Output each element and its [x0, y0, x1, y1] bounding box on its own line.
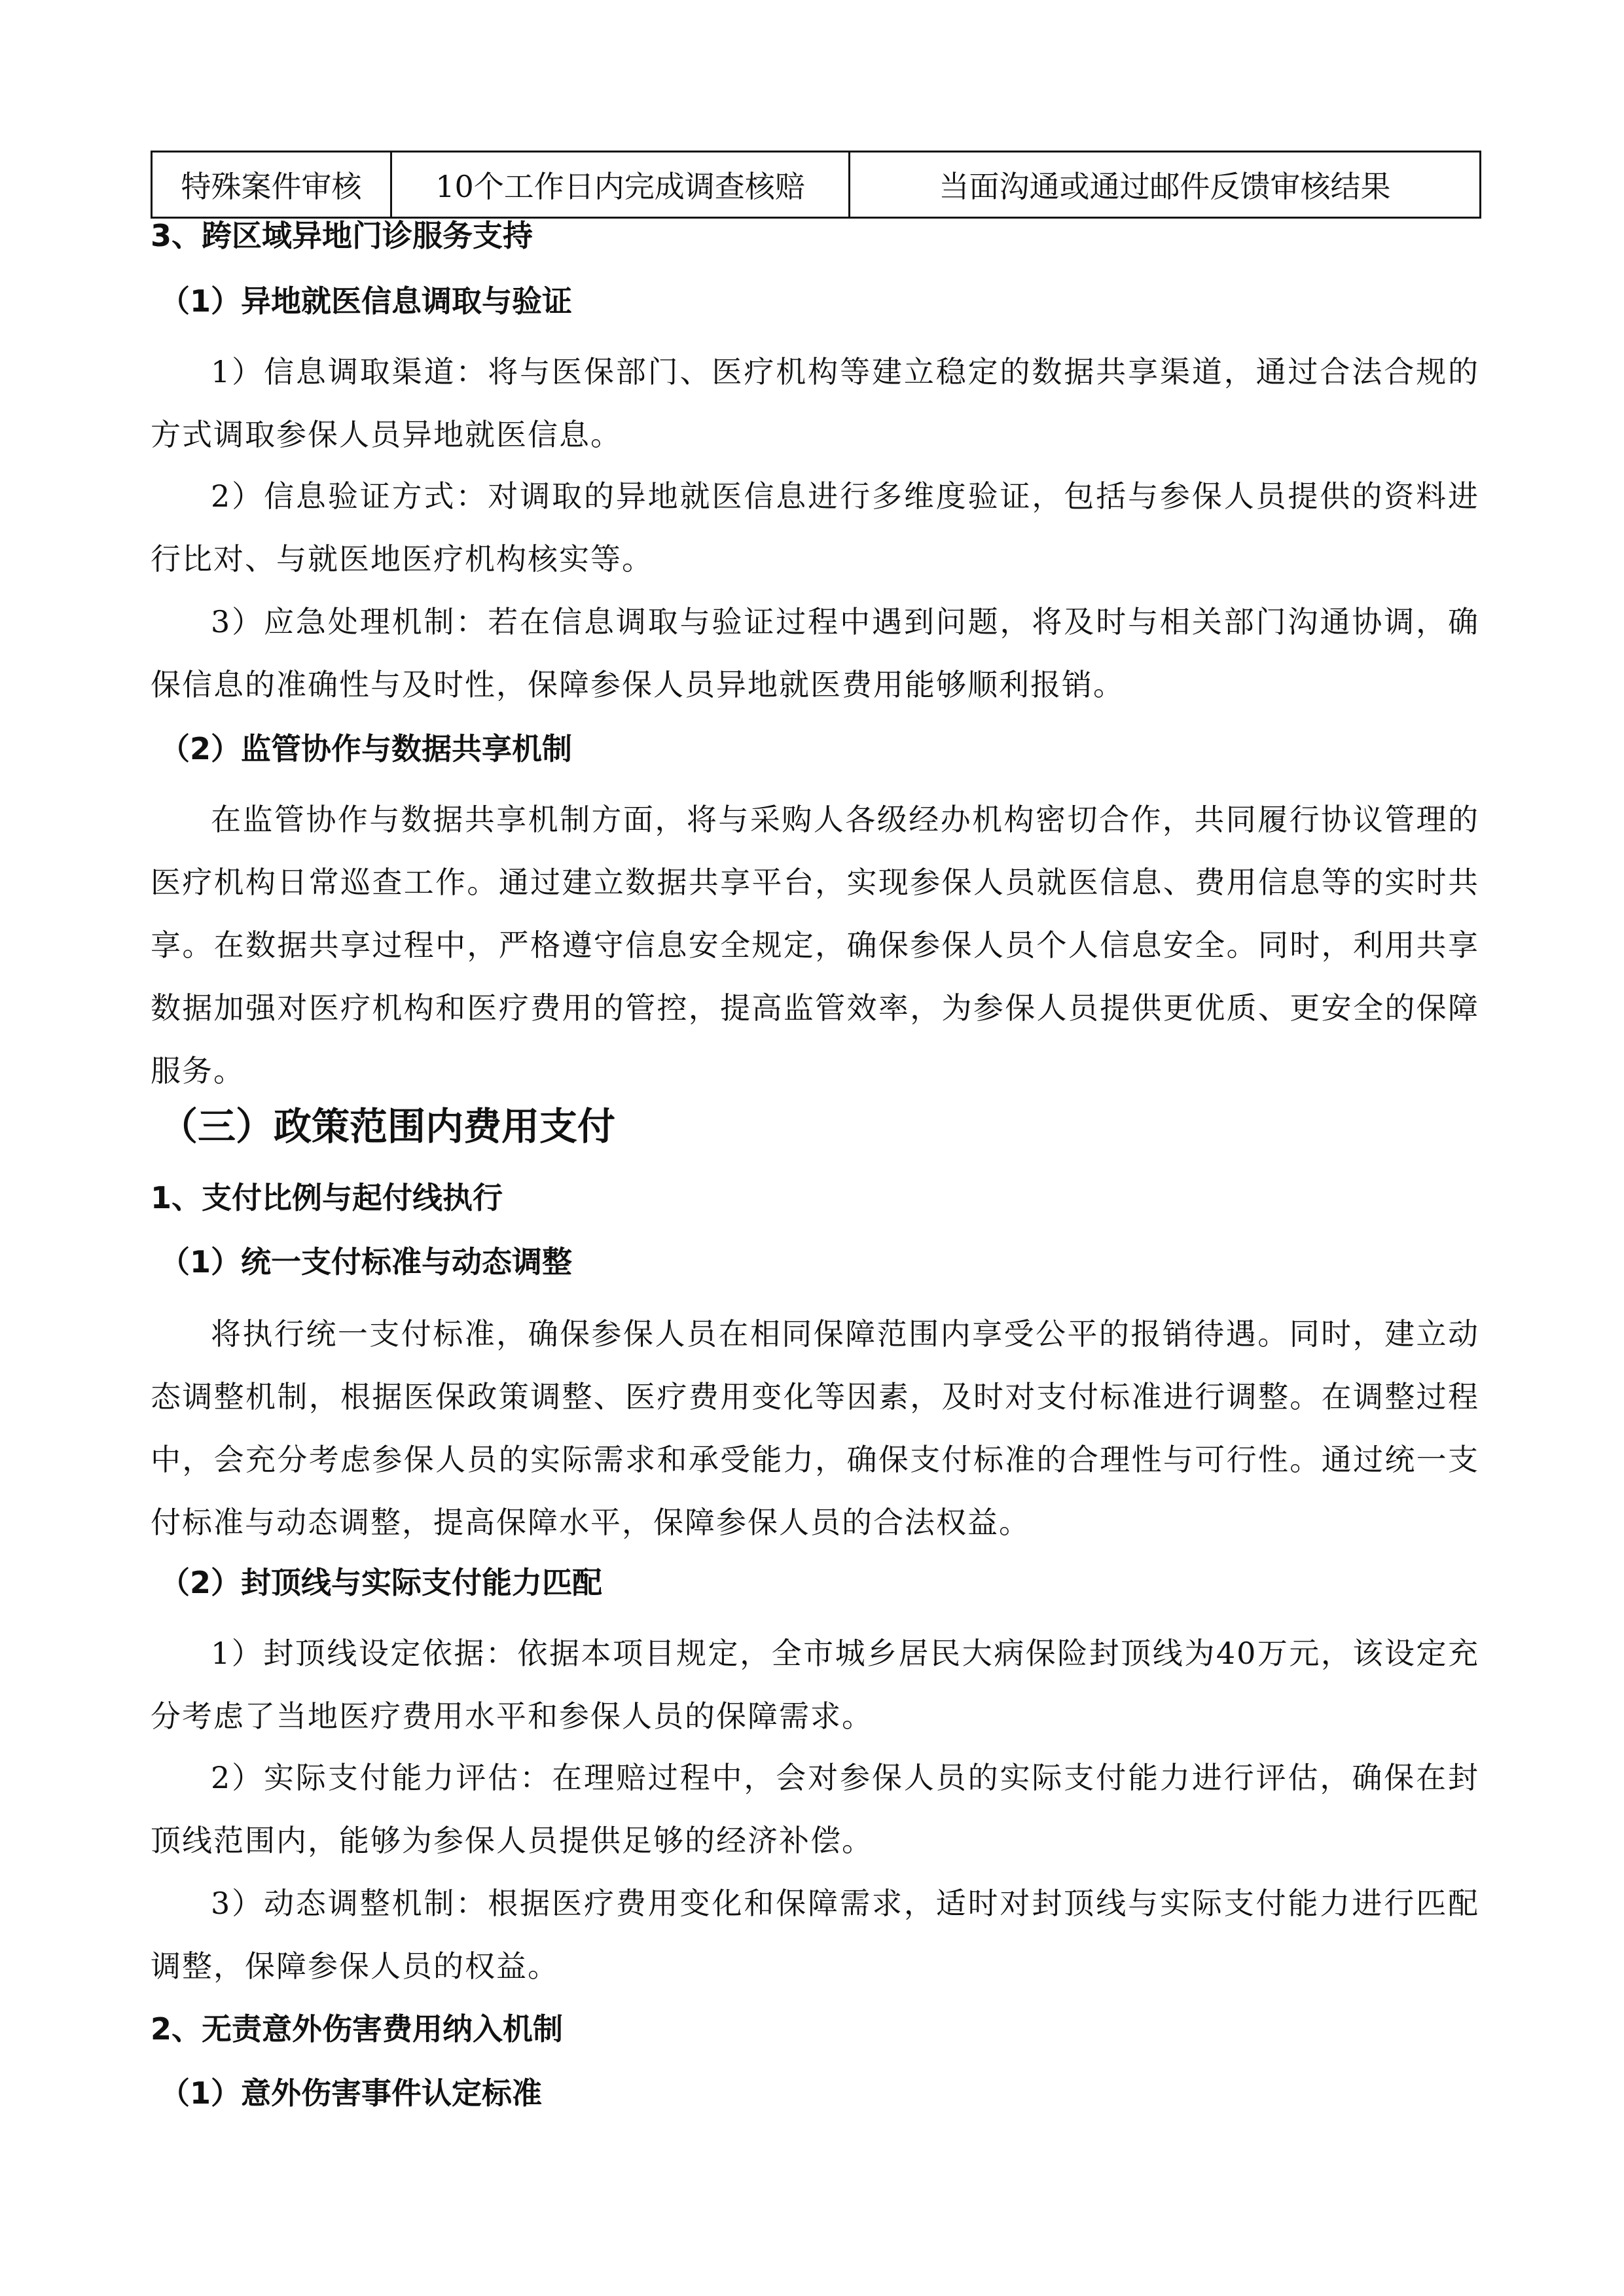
document-page	[151, 151, 1479, 2111]
paragraph-supervision-data-sharing: 在监管协作与数据共享机制方面，将与采购人各级经办机构密切合作，共同履行协议管理的医疗机构日常巡查工作。通过建立数据共享平台，实现参保人员就医信息、费用信息等的实时共享。在数据共享过程中，严格遵守信息安全规定，确保参保人员个人信息安全。同时，利用共享数据加强对医疗机构和医疗费用的管控，提高监管效率，为参保人员提供更优质、更安全的保障服务。	[151, 802, 1479, 1088]
review-table	[151, 151, 1481, 219]
paragraph-capacity-assessment: 2）实际支付能力评估：在理赔过程中，会对参保人员的实际支付能力进行评估，确保在封顶线范围内，能够为参保人员提供足够的经济补偿。	[151, 1760, 1479, 1858]
table-cell-feedback: 当面沟通或通过邮件反馈审核结果	[850, 152, 1481, 218]
paragraph-dynamic-adjustment: 3）动态调整机制：根据医疗费用变化和保障需求，适时对封顶线与实际支付能力进行匹配调整，保障参保人员的权益。	[151, 1886, 1479, 1984]
heading-supervision-data-sharing: （2）监管协作与数据共享机制	[160, 731, 573, 766]
heading-unified-standard: （1）统一支付标准与动态调整	[160, 1244, 573, 1280]
paragraph-retrieval-channel: 1）信息调取渠道：将与医保部门、医疗机构等建立稳定的数据共享渠道，通过合法合规的方式调取参保人员异地就医信息。	[151, 354, 1479, 452]
heading-accident-coverage: 2、无责意外伤害费用纳入机制	[151, 2011, 564, 2047]
paragraph-emergency-mechanism: 3）应急处理机制：若在信息调取与验证过程中遇到问题，将及时与相关部门沟通协调，确保信息的准确性与及时性，保障参保人员异地就医费用能够顺利报销。	[151, 604, 1479, 702]
heading-accident-criteria: （1）意外伤害事件认定标准	[160, 2075, 543, 2111]
section-heading-policy-payment: （三）政策范围内费用支付	[160, 1104, 616, 1149]
paragraph-verification-method: 2）信息验证方式：对调取的异地就医信息进行多维度验证，包括与参保人员提供的资料进行比对、与就医地医疗机构核实等。	[151, 478, 1479, 577]
table-cell-timeline: 10个工作日内完成调查核赔	[391, 152, 850, 218]
heading-cross-region-outpatient: 3、跨区域异地门诊服务支持	[151, 218, 533, 253]
table-row	[152, 152, 1481, 218]
paragraph-unified-standard: 将执行统一支付标准，确保参保人员在相同保障范围内享受公平的报销待遇。同时，建立动态调整机制，根据医保政策调整、医疗费用变化等因素，及时对支付标准进行调整。在调整过程中，会充分考虑参保人员的实际需求和承受能力，确保支付标准的合理性与可行性。通过统一支付标准与动态调整，提高保障水平，保障参保人员的合法权益。	[151, 1316, 1479, 1540]
heading-info-retrieval: （1）异地就医信息调取与验证	[160, 283, 573, 319]
heading-cap-line: （2）封顶线与实际支付能力匹配	[160, 1565, 603, 1600]
table-cell-case-type: 特殊案件审核	[152, 152, 391, 218]
heading-payment-ratio: 1、支付比例与起付线执行	[151, 1180, 503, 1215]
paragraph-cap-basis: 1）封顶线设定依据：依据本项目规定，全市城乡居民大病保险封顶线为40万元，该设定充分考虑了当地医疗费用水平和参保人员的保障需求。	[151, 1636, 1479, 1734]
